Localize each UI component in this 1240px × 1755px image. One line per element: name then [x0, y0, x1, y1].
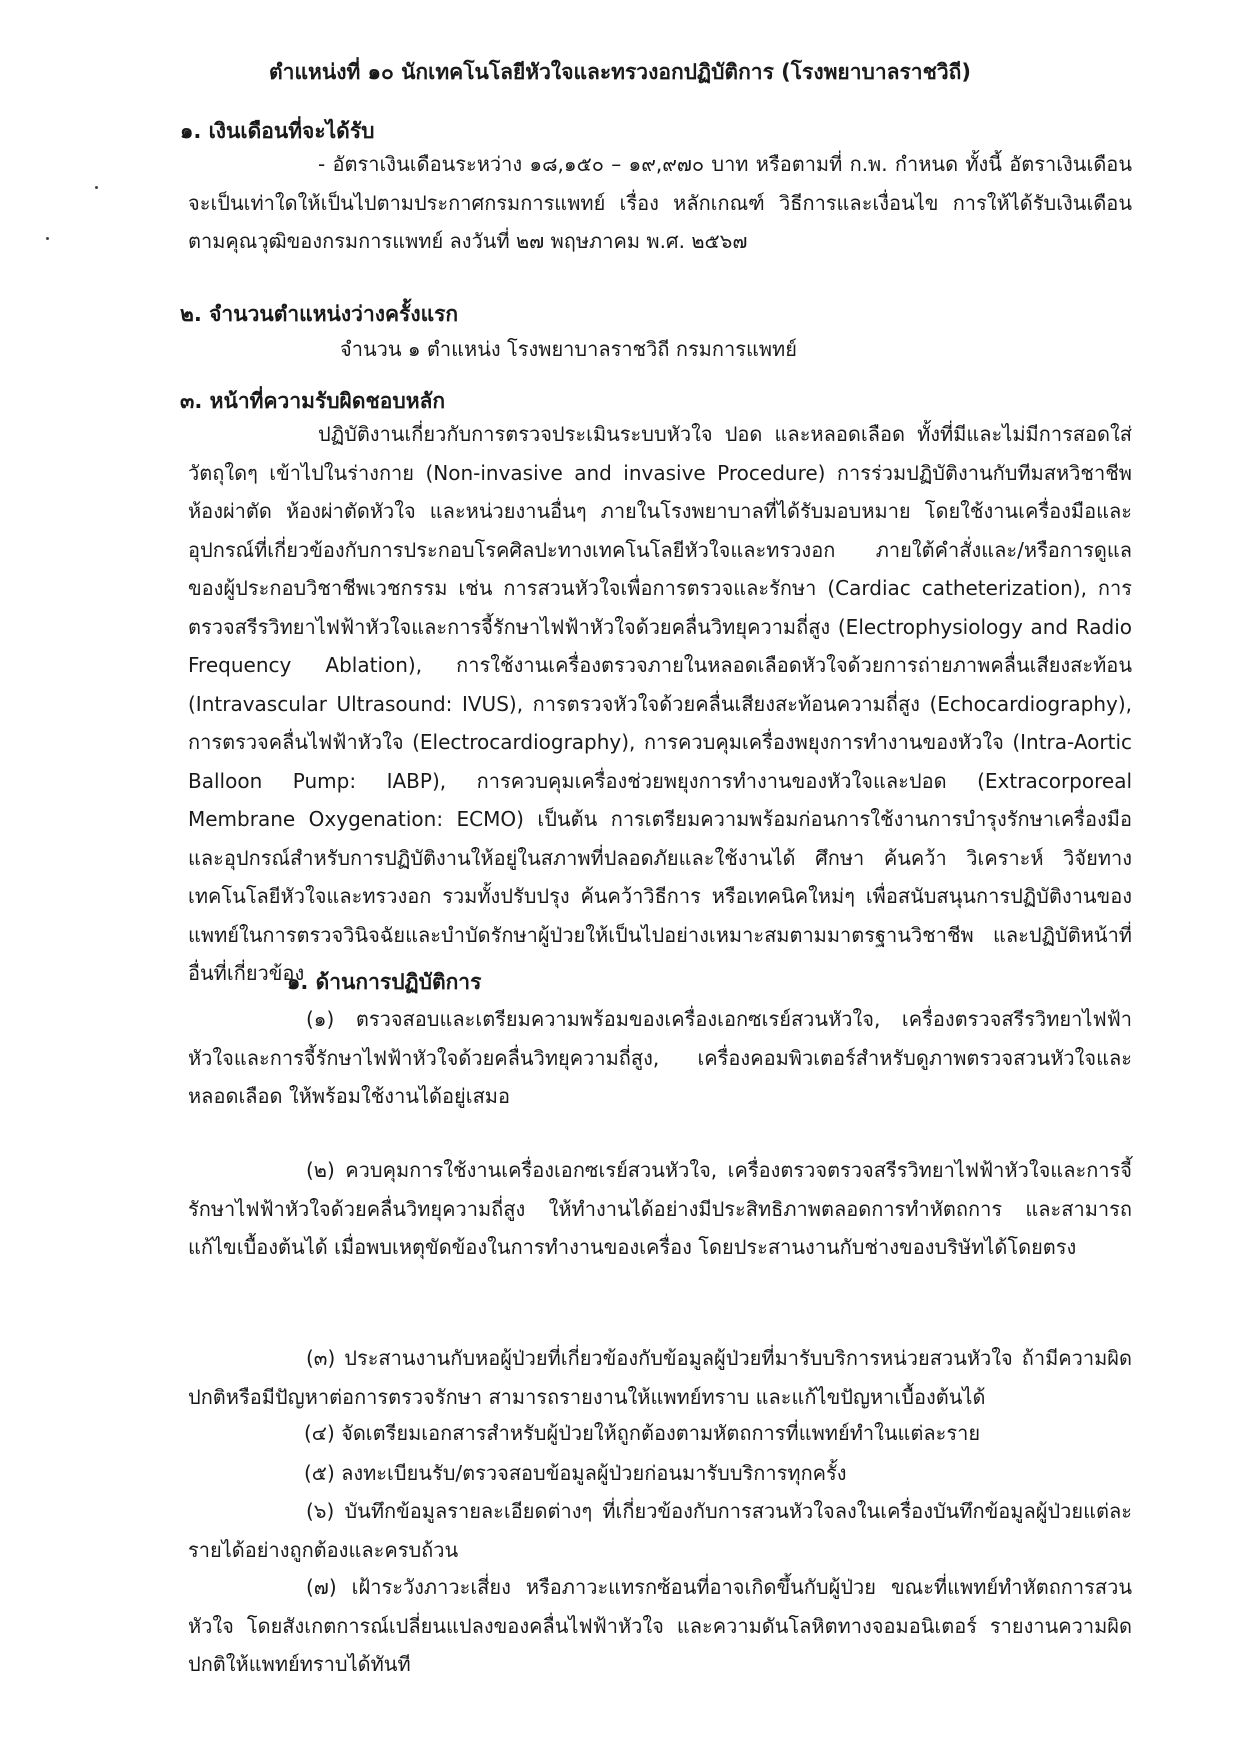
duty-item-3: (๓) ประสานงานกับหอผู้ป่วยที่เกี่ยวข้องกับข้อมูลผู้ป่วยที่มารับบริการหน่วยสวนหัวใจ ถ้ามีความผิดปกติหรือมีปัญหาต่อการตรวจรักษา สามารถรายงานให้แพทย์ทราบ และแก้ไขปัญหาเบื้องต้นได้	[188, 1346, 1132, 1409]
duty-item-6: (๖) บันทึกข้อมูลรายละเอียดต่างๆ ที่เกี่ยวข้องกับการสวนหัวใจลงในเครื่องบันทึกข้อมูลผู้ป่วยแต่ละรายได้อย่างถูกต้องและครบถ้วน	[188, 1499, 1132, 1562]
scan-speck	[95, 186, 98, 189]
duty-item-4: (๔) จัดเตรียมเอกสารสำหรับผู้ป่วยให้ถูกต้องตามหัตถการที่แพทย์ทำในแต่ละราย	[304, 1421, 981, 1445]
page-title: ตำแหน่งที่ ๑๐ นักเทคโนโลยีหัวใจและทรวงอกปฏิบัติการ (โรงพยาบาลราชวิถี)	[269, 60, 971, 84]
section-3-sub-heading: ๑. ด้านการปฏิบัติการ	[287, 970, 482, 994]
duty-item-2: (๒) ควบคุมการใช้งานเครื่องเอกซเรย์สวนหัวใจ, เครื่องตรวจตรวจสรีรวิทยาไฟฟ้าหัวใจและการจี้รักษาไฟฟ้าหัวใจด้วยคลื่นวิทยุความถี่สูง ให้ทำงานได้อย่างมีประสิทธิภาพตลอดการทำหัตถการ และสามารถแก้ไขเบื้องต้นได้ เมื่อพบเหตุขัดข้องในการทำงานของเครื่อง โดยประสานงานกับช่างของบริษัทได้โดยตรง	[188, 1158, 1132, 1259]
duty-item-1: (๑) ตรวจสอบและเตรียมความพร้อมของเครื่องเอกซเรย์สวนหัวใจ, เครื่องตรวจสรีรวิทยาไฟฟ้าหัวใจและการจี้รักษาไฟฟ้าหัวใจด้วยคลื่นวิทยุความถี่สูง, เครื่องคอมพิวเตอร์สำหรับดูภาพตรวจสวนหัวใจและหลอดเลือด ให้พร้อมใช้งานได้อยู่เสมอ	[188, 1007, 1132, 1108]
section-3-text: ปฏิบัติงานเกี่ยวกับการตรวจประเมินระบบหัวใจ ปอด และหลอดเลือด ทั้งที่มีและไม่มีการสอดใส่วัตถุใดๆ เข้าไปในร่างกาย (Non-invasive and invasive Procedure) การร่วมปฏิบัติงานกับทีมสหวิชาชีพห้องผ่าตัด ห้องผ่าตัดหัวใจ และหน่วยงานอื่นๆ ภายในโรงพยาบาลที่ได้รับมอบหมาย โดยใช้งานเครื่องมือและอุปกรณ์ที่เกี่ยวข้องกับการประกอบโรคศิลปะทางเทคโนโลยีหัวใจและทรวงอก ภายใต้คำสั่งและ/หรือการดูแลของผู้ประกอบวิชาชีพเวชกรรม เช่น การสวนหัวใจเพื่อการตรวจและรักษา (Cardiac catheterization), การตรวจสรีรวิทยาไฟฟ้าหัวใจและการจี้รักษาไฟฟ้าหัวใจด้วยคลื่นวิทยุความถี่สูง (Electrophysiology and Radio Frequency Ablation), การใช้งานเครื่องตรวจภายในหลอดเลือดหัวใจด้วยการถ่ายภาพคลื่นเสียงสะท้อน (Intravascular Ultrasound: IVUS), การตรวจหัวใจด้วยคลื่นเสียงสะท้อนความถี่สูง (Echocardiography), การตรวจคลื่นไฟฟ้าหัวใจ (Electrocardiography), การควบคุมเครื่องพยุงการทำงานของหัวใจ (Intra-Aortic Balloon Pump: IABP), การควบคุมเครื่องช่วยพยุงการทำงานของหัวใจและปอด (Extracorporeal Membrane Oxygenation: ECMO) เป็นต้น การเตรียมความพร้อมก่อนการใช้งานการบำรุงรักษาเครื่องมือและอุปกรณ์สำหรับการปฏิบัติงานให้อยู่ในสภาพที่ปลอดภัยและใช้งานได้ ศึกษา ค้นคว้า วิเคราะห์ วิจัยทางเทคโนโลยีหัวใจและทรวงอก รวมทั้งปรับปรุง ค้นคว้าวิธีการ หรือเทคนิคใหม่ๆ เพื่อสนับสนุนการปฏิบัติงานของแพทย์ในการตรวจวินิจฉัยและบำบัดรักษาผู้ป่วยให้เป็นไปอย่างเหมาะสมตามมาตรฐานวิชาชีพ และปฏิบัติหน้าที่อื่นที่เกี่ยวข้อง	[188, 422, 1132, 985]
section-1-text: - อัตราเงินเดือนระหว่าง ๑๘,๑๕๐ – ๑๙,๙๗๐ บาท หรือตามที่ ก.พ. กำหนด ทั้งนี้ อัตราเงินเดือน จะเป็นเท่าใดให้เป็นไปตามประกาศกรมการแพทย์ เรื่อง หลักเกณฑ์ วิธีการและเงื่อนไข การให้ได้รับเงินเดือนตามคุณวุฒิของกรมการแพทย์ ลงวันที่ ๒๗ พฤษภาคม พ.ศ. ๒๕๖๗	[188, 152, 1132, 253]
scan-speck	[46, 237, 49, 240]
section-2-heading: ๒. จำนวนตำแหน่งว่างครั้งแรก	[180, 302, 459, 326]
section-3-heading: ๓. หน้าที่ความรับผิดชอบหลัก	[180, 389, 446, 413]
section-2-text: จำนวน ๑ ตำแหน่ง โรงพยาบาลราชวิถี กรมการแพทย์	[340, 337, 797, 361]
duty-item-7: (๗) เฝ้าระวังภาวะเสี่ยง หรือภาวะแทรกซ้อนที่อาจเกิดขึ้นกับผู้ป่วย ขณะที่แพทย์ทำหัตถการสวนหัวใจ โดยสังเกตการณ์เปลี่ยนแปลงของคลื่นไฟฟ้าหัวใจ และความดันโลหิตทางจอมอนิเตอร์ รายงานความผิดปกติให้แพทย์ทราบได้ทันที	[188, 1575, 1132, 1676]
section-1-heading: ๑. เงินเดือนที่จะได้รับ	[180, 119, 375, 143]
duty-item-5: (๕) ลงทะเบียนรับ/ตรวจสอบข้อมูลผู้ป่วยก่อนมารับบริการทุกครั้ง	[304, 1461, 847, 1485]
